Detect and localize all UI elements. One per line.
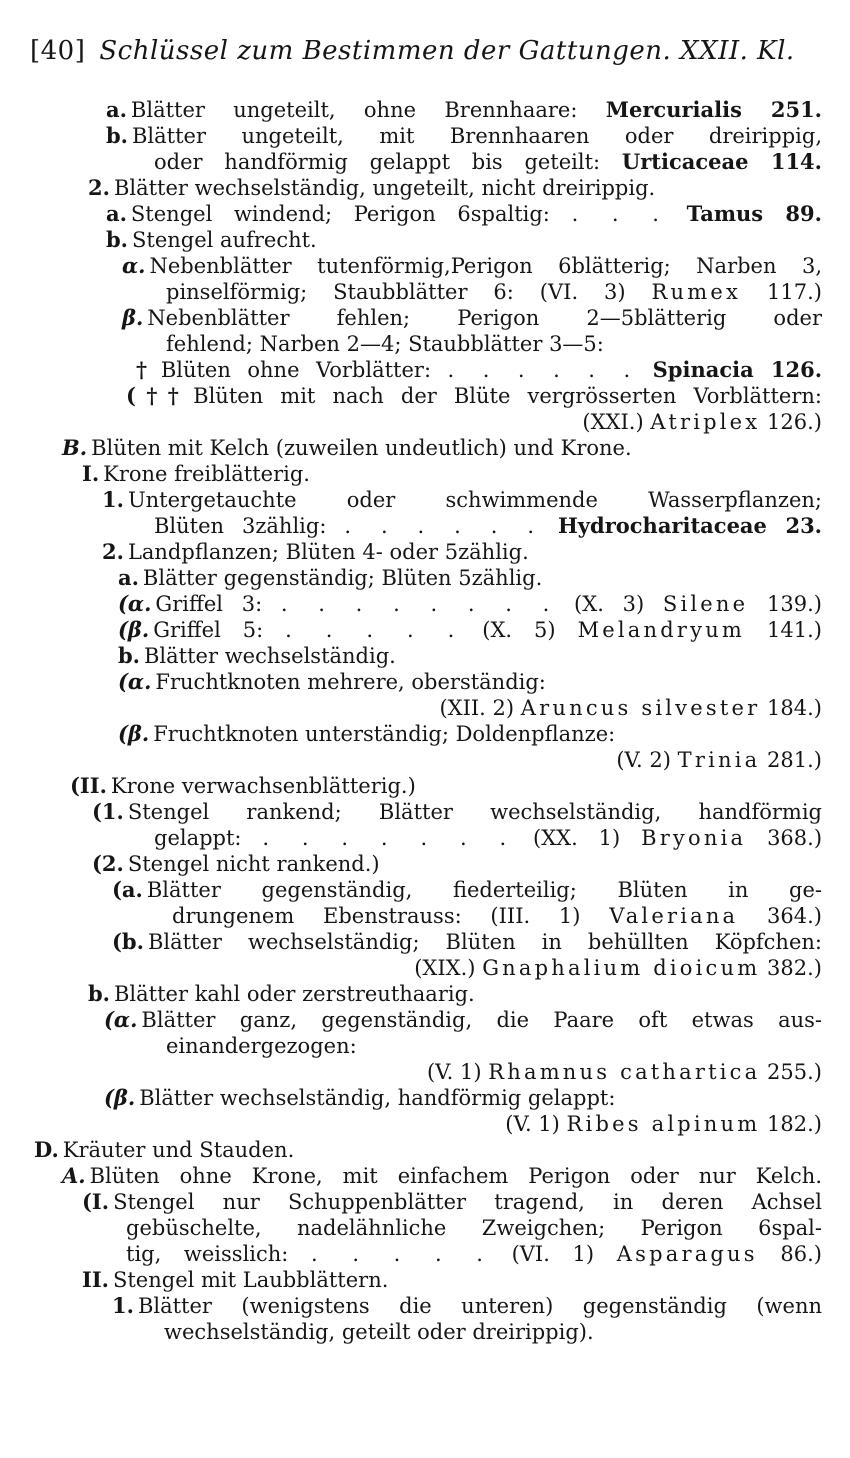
genus-name: Urticaceae 114. (621, 149, 822, 174)
key-text: Nebenblätter fehlen; Perigon 2—5blätterig oder (147, 306, 822, 330)
page-ref: 364.) (767, 904, 822, 928)
key-label: (1. (92, 799, 124, 824)
page-ref: 281.) (767, 748, 822, 772)
genus-name: Spinacia 126. (652, 357, 822, 382)
key-line (118, 591, 822, 617)
key-label: † (136, 357, 157, 382)
key-text: Fruchtknoten mehrere, oberständig: (155, 670, 546, 694)
key-text: tig, weisslich: (126, 1242, 289, 1266)
key-text: pinselförmig; Staubblätter 6: (VI. 3) (166, 280, 626, 304)
genus-name: Gnaphalium dioicum (482, 956, 761, 980)
key-line (122, 253, 822, 279)
genus-name: Mercurialis 251. (605, 97, 822, 122)
key-label: II. (82, 1267, 109, 1292)
key-line (136, 357, 822, 383)
key-label: b. (106, 123, 128, 148)
key-text: Blätter ungeteilt, mit Brennhaaren oder dreirippig, (132, 124, 822, 148)
key-text: Griffel 5: (153, 618, 264, 642)
key-label: a. (106, 97, 127, 122)
key-text: Blätter ungeteilt, ohne Brennhaare: (130, 98, 578, 122)
page-ref: 255.) (767, 1060, 822, 1084)
key-line (106, 227, 317, 253)
key-line (112, 1293, 822, 1319)
class-ref: (XII. 2) (439, 696, 515, 720)
class-ref: (X. 5) (482, 618, 556, 642)
class-ref: (XX. 1) (533, 826, 621, 850)
key-text: gelappt: (154, 826, 242, 850)
page-ref: 86.) (780, 1242, 822, 1266)
key-line (82, 1267, 388, 1293)
key-line (88, 175, 655, 201)
genus-name: Asparagus (616, 1242, 758, 1266)
key-label: b. (106, 227, 128, 252)
key-label: a. (118, 565, 139, 590)
key-line (106, 97, 822, 123)
key-text: Blätter wechselständig, ungeteilt, nicht dreirippig. (113, 176, 656, 200)
key-text: Blüten mit Kelch (zuweilen undeutlich) und Krone. (91, 436, 632, 460)
key-text: Stengel rankend; Blätter wechselständig, handförmig (127, 800, 822, 824)
key-line (118, 565, 542, 591)
page-ref: 141.) (767, 618, 822, 642)
genus-name: Atriplex (650, 410, 761, 434)
class-ref: (X. 3) (574, 592, 645, 616)
key-line (82, 461, 310, 487)
key-text: Blüten 3zählig: (154, 514, 327, 538)
key-line (104, 1007, 822, 1033)
key-text: Untergetauchte oder schwimmende Wasserpflanzen; (127, 488, 822, 512)
key-line (166, 1033, 357, 1059)
key-line (62, 435, 632, 461)
key-label: (α. (118, 669, 152, 694)
key-label: b. (88, 981, 110, 1006)
key-line (300, 1111, 822, 1137)
key-line (118, 721, 615, 747)
leader-dots: . . . . . (311, 1242, 489, 1266)
key-text: Blätter ganz, gegenständig, die Paare oft etwas aus- (141, 1008, 822, 1032)
key-line (112, 877, 822, 903)
key-text: Stengel aufrecht. (132, 228, 317, 252)
leader-dots: . . . . . (285, 618, 461, 642)
key-text: Blätter gegenständig; Blüten 5zählig. (142, 566, 543, 590)
key-label: A. (62, 1163, 86, 1188)
class-ref: (V. 2) (616, 748, 671, 772)
key-label: (β. (104, 1085, 136, 1110)
key-line (82, 1189, 822, 1215)
key-text: oder handförmig gelappt bis geteilt: (154, 150, 601, 174)
key-text: Landpflanzen; Blüten 4- oder 5zählig. (127, 540, 529, 564)
key-label: (β. (118, 617, 150, 642)
key-text: Blüten ohne Krone, mit einfachem Perigon oder nur Kelch. (89, 1164, 822, 1188)
key-text: Blätter (wenigstens die unteren) gegenständig (wenn (137, 1294, 822, 1318)
key-line (166, 331, 604, 357)
key-line (118, 669, 546, 695)
page-number: [40] (30, 36, 86, 66)
page-ref: 139.) (766, 592, 822, 616)
page-header (30, 36, 795, 66)
key-line (122, 305, 822, 331)
key-line (400, 409, 822, 435)
key-line (250, 955, 822, 981)
key-line (92, 799, 822, 825)
key-text: Nebenblätter tutenförmig,Perigon 6blätterig; Narben 3, (149, 254, 822, 278)
key-text: wechselständig, geteilt oder dreirippig). (164, 1320, 594, 1344)
key-line (118, 617, 822, 643)
class-ref: (XIX.) (414, 956, 476, 980)
key-label: (α. (118, 591, 152, 616)
key-line (164, 1319, 594, 1345)
key-text: einandergezogen: (166, 1034, 357, 1058)
class-ref: (V. 1) (505, 1112, 560, 1136)
key-line (102, 539, 529, 565)
key-label: α. (122, 253, 146, 278)
key-text: Griffel 3: (155, 592, 263, 616)
key-line (166, 279, 822, 305)
key-line (102, 487, 822, 513)
key-label: (α. (104, 1007, 138, 1032)
key-text: Blätter kahl oder zerstreuthaarig. (114, 982, 475, 1006)
key-text: Krone verwachsenblätterig.) (110, 774, 416, 798)
key-label: 2. (102, 539, 124, 564)
genus-name: Silene (662, 592, 749, 616)
key-label: (β. (118, 721, 150, 746)
key-line (104, 1085, 615, 1111)
key-line (92, 851, 380, 877)
key-label: (II. (70, 773, 107, 798)
page-ref: 126.) (767, 410, 822, 434)
key-label: I. (82, 461, 100, 486)
key-text: Kräuter und Stauden. (62, 1138, 295, 1162)
key-line (126, 1215, 822, 1241)
key-line (154, 513, 822, 539)
key-line (62, 1163, 822, 1189)
key-label: (a. (112, 877, 143, 902)
class-ref: (V. 1) (426, 1060, 482, 1084)
class-ref: (VI. 1) (511, 1242, 595, 1266)
key-label: (2. (92, 851, 124, 876)
key-text: Blüten mit nach der Blüte vergrösserten Vorblättern: (193, 384, 822, 408)
leader-dots: . . . . . . . . (280, 592, 556, 616)
key-line (34, 1137, 294, 1163)
key-text: Blätter wechselständig; Blüten in behüllten Köpfchen: (147, 930, 822, 954)
key-line (126, 1241, 822, 1267)
key-line (400, 747, 822, 773)
page-ref: 117.) (767, 280, 822, 304)
genus-name: Trinia (677, 748, 761, 772)
key-text: Blüten ohne Vorblätter: (160, 358, 432, 382)
page-ref: 382.) (767, 956, 822, 980)
key-label: β. (122, 305, 144, 330)
key-label: (†† (126, 383, 190, 408)
genus-name: Rhamnus cathartica (488, 1060, 761, 1084)
key-label: (I. (82, 1189, 110, 1214)
key-label: D. (34, 1137, 59, 1162)
leader-dots: . . . . . . . (262, 826, 513, 850)
key-text: Fruchtknoten unterständig; Doldenpflanze: (153, 722, 616, 746)
key-label: 1. (112, 1293, 134, 1318)
key-label: 2. (88, 175, 110, 200)
key-label: B. (62, 435, 88, 460)
key-line (106, 123, 822, 149)
key-label: a. (106, 201, 127, 226)
genus-name: Ribes alpinum (566, 1112, 761, 1136)
leader-dots: . . . . . . (447, 358, 637, 382)
key-line (300, 695, 822, 721)
genus-name: Rumex (651, 280, 742, 304)
key-text: Krone freiblätterig. (103, 462, 310, 486)
key-line (154, 825, 822, 851)
key-line (172, 903, 822, 929)
key-line (250, 1059, 822, 1085)
key-label: (b. (112, 929, 144, 954)
key-label: 1. (102, 487, 124, 512)
key-text: (XXI.) (582, 410, 644, 434)
key-line (118, 643, 396, 669)
key-text: Blätter wechselständig, handförmig gelappt: (139, 1086, 616, 1110)
genus-name: Valeriana (609, 904, 739, 928)
key-label: b. (118, 643, 140, 668)
key-text: Blätter gegenständig, fiederteilig; Blüten in ge- (146, 878, 822, 902)
genus-name: Bryonia (641, 826, 747, 850)
page-ref: 184.) (767, 696, 822, 720)
running-title: Schlüssel zum Bestimmen der Gattungen. XXII. Kl. (99, 36, 795, 66)
key-text: Stengel windend; Perigon 6spaltig: (130, 202, 550, 226)
key-text: fehlend; Narben 2—4; Staubblätter 3—5: (166, 332, 604, 356)
key-text: drungenem Ebenstrauss: (III. 1) (172, 904, 581, 928)
key-text: Stengel nur Schuppenblätter tragend, in deren Achsel (113, 1190, 822, 1214)
key-line (106, 201, 822, 227)
key-line (112, 929, 822, 955)
key-line (88, 981, 475, 1007)
genus-name: Tamus 89. (686, 201, 822, 226)
key-text: Blätter wechselständig. (144, 644, 396, 668)
key-text: Stengel mit Laubblättern. (112, 1268, 389, 1292)
page-ref: 368.) (767, 826, 823, 850)
genus-name: Melandryum (577, 618, 746, 642)
genus-name: Hydrocharitaceae 23. (557, 513, 822, 538)
leader-dots: . . . . . . (344, 514, 541, 538)
key-text: gebüschelte, nadelähnliche Zweigchen; Perigon 6spal- (126, 1216, 822, 1240)
key-line (126, 383, 822, 409)
key-line (70, 773, 416, 799)
genus-name: Aruncus silvester (520, 696, 761, 720)
page-ref: 182.) (767, 1112, 822, 1136)
leader-dots: . . . (571, 202, 665, 226)
key-text: Stengel nicht rankend.) (127, 852, 380, 876)
key-line (154, 149, 822, 175)
